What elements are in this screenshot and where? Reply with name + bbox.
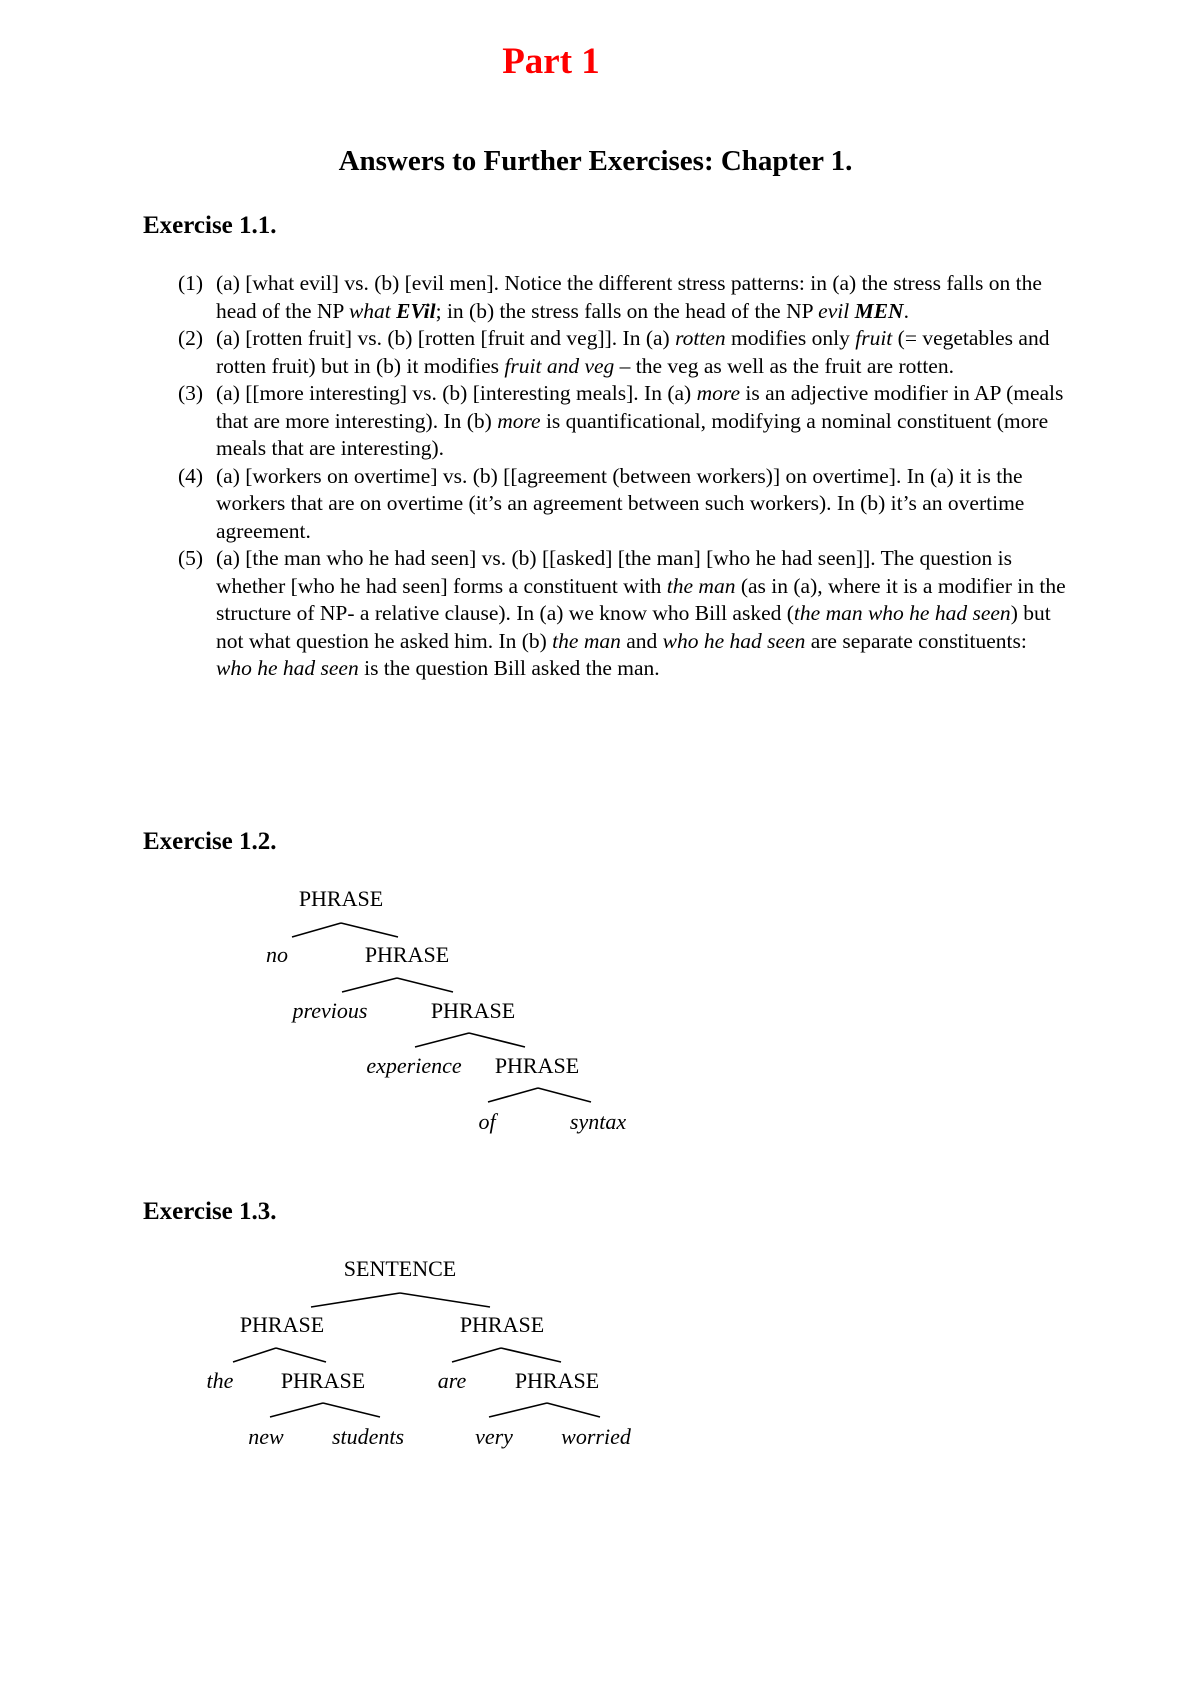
tree-node-phrase: PHRASE: [430, 998, 516, 1023]
text-run: (a) [the man who he had seen] vs. (b) [[asked] [the man] [who he had seen]]. The question is whether [who he had seen] forms a constituent with: [216, 546, 1013, 598]
answer-item-3: [178, 380, 1068, 463]
tree-diagram-1-3: [0, 1250, 700, 1470]
text-run: (= vegetables and rotten fruit) but in (b) it modifies: [216, 326, 1050, 378]
tree-node-phrase: PHRASE: [239, 1312, 325, 1337]
answer-item-4: [178, 463, 1068, 546]
text-run: (as in (a), where it is a modifier in the structure of NP- a relative clause). In (a) we know who Bill asked (: [216, 573, 1066, 625]
tree-leaf-syntax: syntax: [569, 1109, 627, 1134]
exercise-heading-1-1: Exercise 1.1.: [143, 212, 277, 239]
answer-number: (2): [178, 326, 204, 350]
answer-number: (4): [178, 463, 204, 488]
tree-diagram-1-2: [0, 880, 700, 1150]
tree-branch: [547, 1403, 600, 1417]
emphasis-italic: fruit: [855, 326, 893, 350]
emphasis-italic: who he had seen: [662, 628, 806, 653]
tree-branch: [469, 1033, 525, 1047]
tree-leaf-no: no: [266, 942, 288, 967]
text-run: (a) [what evil] vs. (b) [evil men]. Notice the different stress patterns: in (a) the stress falls on the head of the NP: [216, 271, 1042, 323]
tree-branch: [323, 1403, 380, 1417]
tree-leaf-previous: previous: [292, 998, 368, 1023]
tree-branch: [276, 1348, 326, 1362]
text-run: is quantificational, modifying a nominal constituent (more meals that are interesting).: [216, 408, 1049, 460]
tree-leaf-students: students: [331, 1424, 405, 1449]
tree-node-phrase: PHRASE: [364, 942, 450, 967]
tree-branch: [233, 1348, 276, 1362]
exercise-1-1-answers: [178, 270, 1068, 683]
emphasis-italic: more: [497, 408, 541, 433]
emphasis-italic: more: [696, 381, 740, 405]
tree-leaf-experience: experience: [366, 1053, 462, 1078]
chapter-title: Answers to Further Exercises: Chapter 1.: [338, 145, 853, 177]
tree-branch: [489, 1403, 547, 1417]
tree-branch: [415, 1033, 469, 1047]
text-run: is the question Bill asked the man.: [358, 656, 660, 680]
answer-number: (5): [178, 546, 204, 570]
text-run: .: [903, 298, 909, 323]
tree-branch: [538, 1088, 591, 1102]
emphasis-italic: the man: [552, 628, 621, 653]
exercise-heading-1-2: Exercise 1.2.: [143, 828, 277, 855]
answer-number: (1): [178, 271, 204, 295]
tree-branch: [292, 923, 341, 937]
text-run: is an adjective modifier in AP (meals that are more interesting). In (b): [216, 381, 1064, 433]
tree-branch: [452, 1348, 501, 1362]
answer-text: [216, 464, 1024, 543]
text-run: are separate constituents:: [805, 628, 1027, 653]
answer-text: [216, 326, 1049, 378]
emphasis-italic: rotten: [675, 326, 726, 350]
tree-branch: [400, 1293, 490, 1307]
part-title: Part 1: [502, 41, 600, 82]
text-run: (a) [rotten fruit] vs. (b) [rotten [fruit and veg]]. In (a): [216, 326, 676, 350]
tree-branch: [501, 1348, 561, 1362]
tree-node-phrase: PHRASE: [494, 1053, 580, 1078]
tree-leaf-are: are: [437, 1368, 467, 1393]
answer-text: [216, 271, 1042, 323]
tree-branch: [488, 1088, 538, 1102]
tree-node-phrase: PHRASE: [459, 1312, 545, 1337]
emphasis-italic: what: [348, 298, 397, 323]
text-run: ; in (b) the stress falls on the head of the NP: [435, 298, 819, 323]
emphasis-italic: who he had seen: [216, 656, 359, 680]
answer-number: (3): [178, 381, 204, 405]
answer-item-1: [178, 270, 1068, 325]
emphasis-bold-italic: MEN: [854, 298, 904, 323]
emphasis-italic: fruit and veg: [504, 353, 615, 378]
emphasis-italic: evil: [818, 298, 855, 323]
text-run: (a) [[more interesting] vs. (b) [interesting meals]. In (a): [216, 381, 697, 405]
text-run: modifies only: [725, 326, 856, 350]
tree-branch: [397, 978, 453, 992]
tree-leaf-of: of: [478, 1109, 496, 1134]
tree-leaf-very: very: [475, 1424, 513, 1449]
answer-text: [216, 546, 1066, 680]
tree-branch: [342, 978, 397, 992]
tree-leaf-the: the: [206, 1368, 234, 1393]
text-run: and: [620, 628, 663, 653]
answer-item-2: [178, 325, 1068, 380]
tree-node-sentence: SENTENCE: [343, 1256, 457, 1281]
emphasis-bold-italic: EVil: [396, 298, 436, 323]
tree-leaf-new: new: [248, 1424, 284, 1449]
tree-branch: [270, 1403, 323, 1417]
emphasis-italic: the man: [666, 573, 736, 598]
tree-leaf-worried: worried: [561, 1424, 631, 1449]
exercise-heading-1-3: Exercise 1.3.: [143, 1198, 277, 1225]
text-run: ) but not what question he asked him. In (b): [216, 601, 1051, 653]
text-run: (a) [workers on overtime] vs. (b) [[agreement (between workers)] on overtime]. In (a) it is the workers that are on overtime (it’s an agreement between such workers). In (b) it’s an overtime agreement.: [216, 463, 1025, 543]
answer-item-5: [178, 545, 1068, 683]
tree-node-phrase: PHRASE: [280, 1368, 366, 1393]
answer-text: [216, 381, 1063, 460]
tree-node-phrase: PHRASE: [514, 1368, 600, 1393]
tree-branch: [341, 923, 398, 937]
tree-branch: [311, 1293, 400, 1307]
text-run: – the veg as well as the fruit are rotten.: [614, 353, 954, 378]
emphasis-italic: the man who he had seen: [793, 601, 1011, 625]
tree-node-phrase: PHRASE: [298, 886, 384, 911]
